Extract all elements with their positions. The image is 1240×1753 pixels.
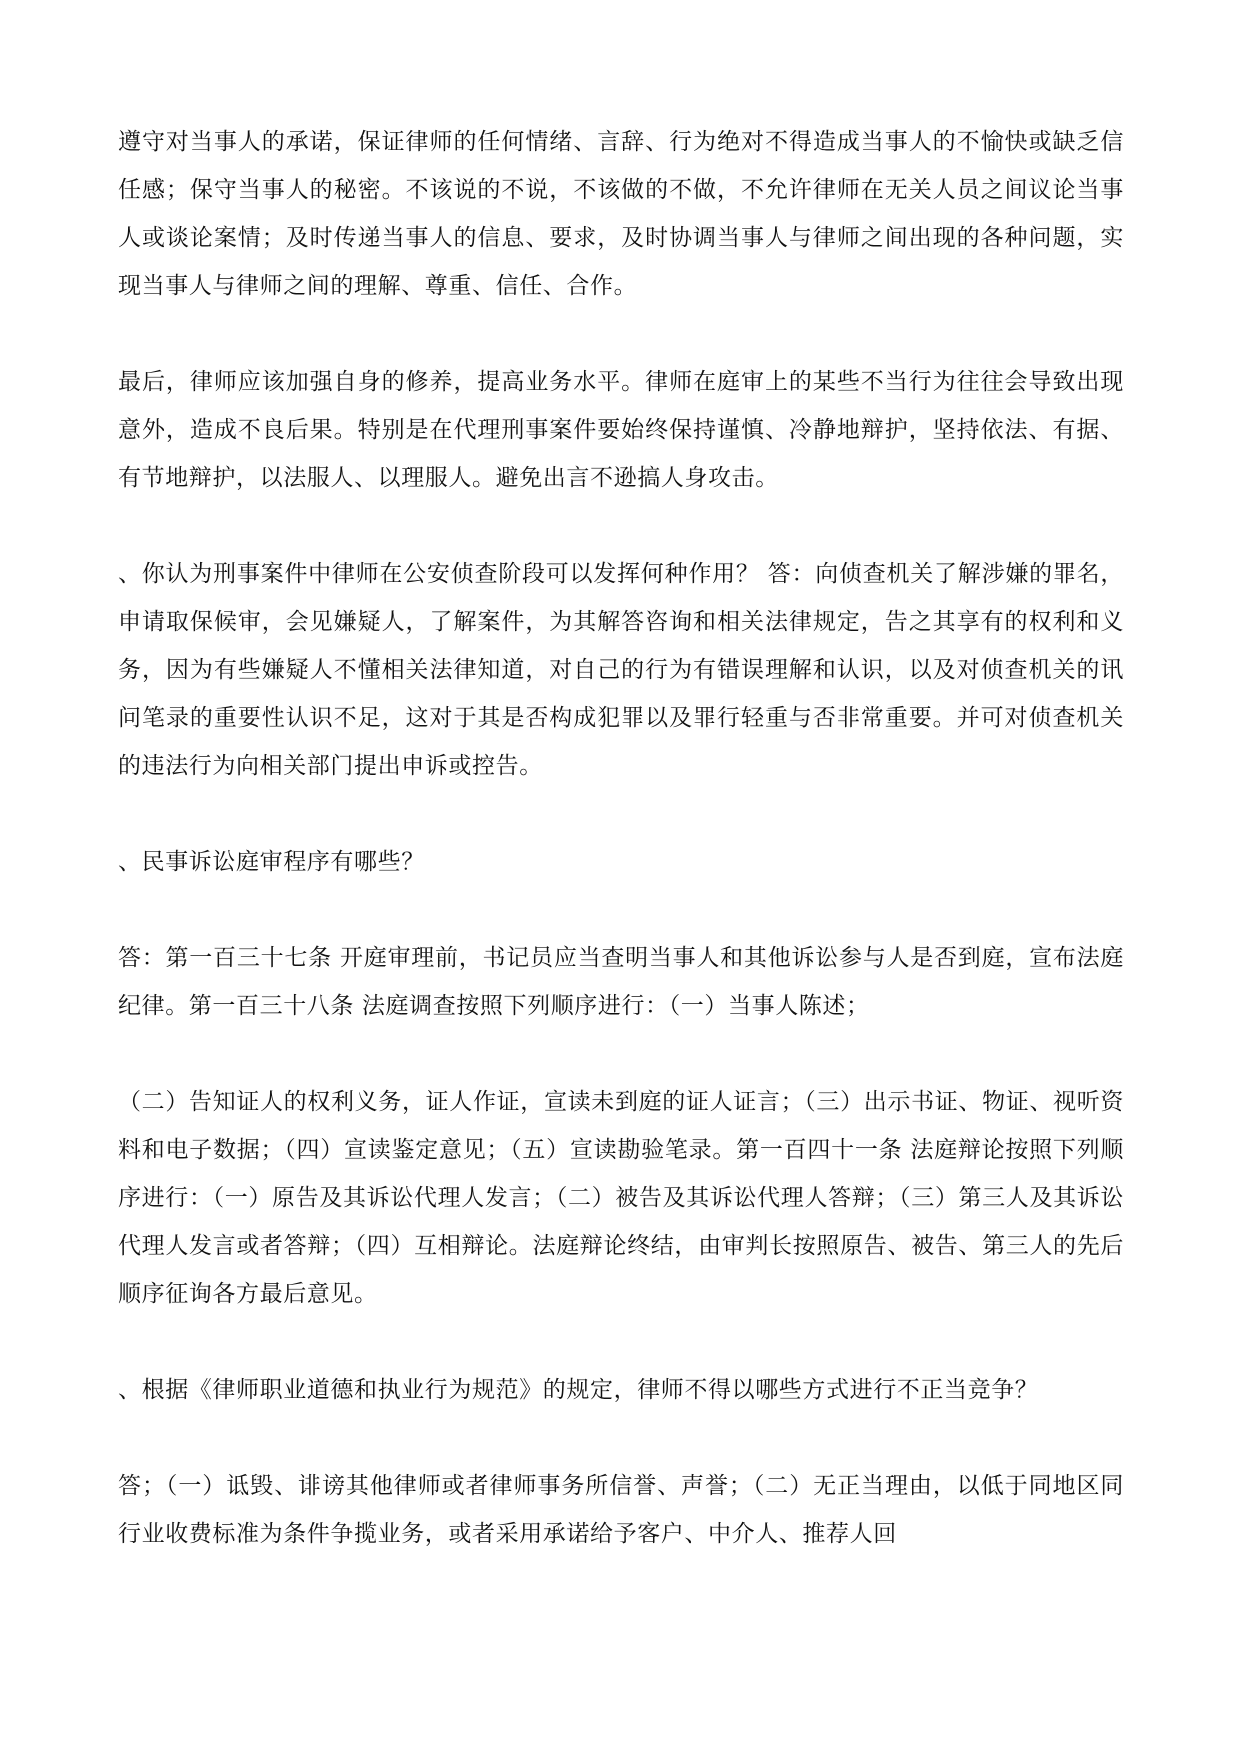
paragraph-unfair-competition-answer: 答；（一）诋毁、诽谤其他律师或者律师事务所信誉、声誉；（二）无正当理由，以低于同地区同行业收费标准为条件争揽业务，或者采用承诺给予客户、中介人、推荐人回 — [118, 1473, 1124, 1547]
paragraph-client-commitment: 遵守对当事人的承诺，保证律师的任何情绪、言辞、行为绝对不得造成当事人的不愉快或缺乏信任感；保守当事人的秘密。不该说的不说，不该做的不做，不允许律师在无关人员之间议论当事人或谈论案情；及时传递当事人的信息、要求，及时协调当事人与律师之间出现的各种问题，实现当事人与律师之间的理解、尊重、信任、合作。 — [118, 129, 1124, 299]
paragraph-criminal-investigation-role: 、你认为刑事案件中律师在公安侦查阶段可以发挥何种作用？ 答：向侦查机关了解涉嫌的罪名，申请取保候审，会见嫌疑人，了解案件，为其解答咨询和相关法律规定，告之其享有的权利和义务，因为有些嫌疑人不懂相关法律知道，对自己的行为有错误理解和认识，以及对侦查机关的讯问笔录的重要性认识不足，这对于其是否构成犯罪以及罪行轻重与否非常重要。并可对侦查机关的违法行为向相关部门提出申诉或控告。 — [118, 561, 1124, 779]
paragraph-unfair-competition-question: 、根据《律师职业道德和执业行为规范》的规定，律师不得以哪些方式进行不正当竞争？ — [118, 1377, 1039, 1403]
paragraph-civil-trial-answer-part2: （二）告知证人的权利义务，证人作证，宣读未到庭的证人证言；（三）出示书证、物证、视听资料和电子数据；（四）宣读鉴定意见；（五）宣读勘验笔录。第一百四十一条 法庭辩论按照下列顺序进行：（一）原告及其诉讼代理人发言；（二）被告及其诉讼代理人答辩；（三）第三人及其诉讼代理人发言或者答辩；（四）互相辩论。法庭辩论终结，由审判长按照原告、被告、第三人的先后顺序征询各方最后意见。 — [118, 1089, 1124, 1307]
document-body — [118, 118, 1124, 1558]
paragraph-civil-trial-question: 、民事诉讼庭审程序有哪些？ — [118, 849, 425, 875]
paragraph-civil-trial-answer-part1: 答：第一百三十七条 开庭审理前，书记员应当查明当事人和其他诉讼参与人是否到庭，宣布法庭纪律。第一百三十八条 法庭调查按照下列顺序进行：（一）当事人陈述； — [118, 945, 1124, 1019]
paragraph-lawyer-cultivation: 最后，律师应该加强自身的修养，提高业务水平。律师在庭审上的某些不当行为往往会导致出现意外，造成不良后果。特别是在代理刑事案件要始终保持谨慎、冷静地辩护，坚持依法、有据、有节地辩护，以法服人、以理服人。避免出言不逊搞人身攻击。 — [118, 369, 1124, 491]
